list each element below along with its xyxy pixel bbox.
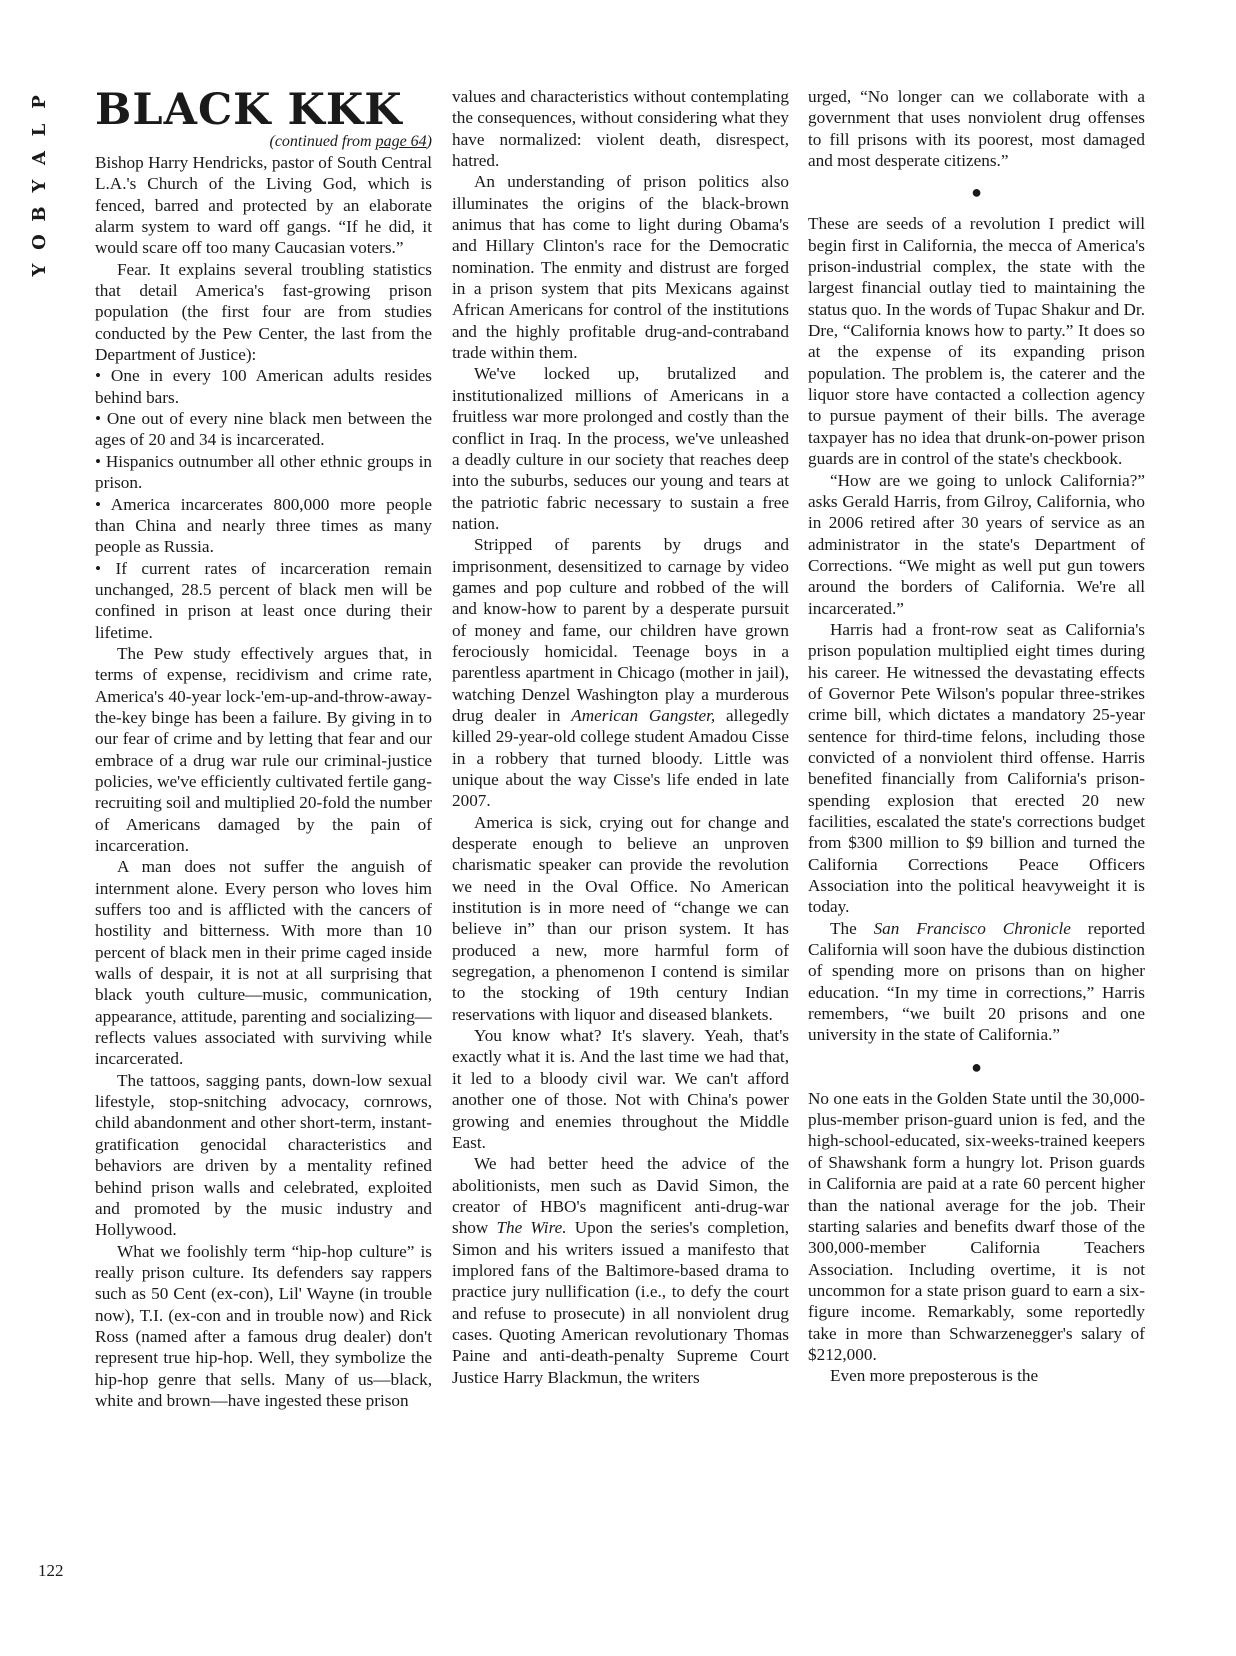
paragraph: These are seeds of a revolution I predict will begin first in California, the mecca of America's prison-industrial complex, the state with the largest financial outlay tied to maintaining the status quo. In the words of Tupac Shakur and Dr. Dre, “California knows how to party.” It does so at the expense of its expanding prison population. The problem is, the caterer and the liquor store have contacted a collection agency to pursue payment of their bills. The average taxpayer has no idea that drunk-on-power prison guards are in control of the state's checkbook. (808, 214, 1145, 469)
paragraph: An understanding of prison politics also illuminates the origins of the black-brown animus that has come to light during Obama's and Hillary Clinton's race for the Democratic nomination. The enmity and distrust are forged in a prison system that pits Mexicans against African Americans for control of the institutions and the highly profitable drug-and-contraband trade within them. (452, 172, 789, 363)
magazine-name-vertical (20, 88, 60, 284)
paragraph: The Pew study effectively argues that, in terms of expense, recidivism and crime rate, America's 40-year lock-'em-up-and-throw-away-the-key binge has been a failure. By giving in to our fear of crime and by letting that fear and our embrace of a drug war rule our criminal-justice policies, we've efficiently cultivated fertile gang-recruiting soil and multiplied 20-fold the number of Americans damaged by the pain of incarceration. (95, 643, 432, 855)
section-divider-bullet: ● (971, 1056, 982, 1077)
paragraph: America is sick, crying out for change and desperate enough to believe an unproven charismatic speaker can provide the revolution we need in the Oval Office. No American institution is in more need of “change we can believe in” than our prison system. It has produced a new, more harmful form of segregation, a phenomenon I contend is similar to the stocking of 19th century Indian reservations with liquor and diseased blankets. (452, 812, 789, 1024)
bullet-item: • One out of every nine black men between the ages of 20 and 34 is incarcerated. (95, 409, 432, 450)
magazine-letter: Y (29, 179, 50, 193)
paragraph: Stripped of parents by drugs and imprisonment, desensitized to carnage by video games and pop culture and robbed of the will and know-how to parent by a desperate pursuit of money and fame, our children have grown ferociously homicidal. Teenage boys in a parentless apartment in Chicago (mother in jail), watching Denzel Washington play a murderous drug dealer in American Gangster, allegedly killed 29-year-old college student Amadou Cisse in a robbery that turned bloody. Little was unique about the way Cisse's life ended in late 2007. (452, 535, 790, 811)
magazine-letter: P (29, 95, 50, 109)
magazine-letter: L (29, 123, 50, 137)
paragraph: The San Francisco Chronicle reported California will soon have the dubious distinction of spending more on prisons than on higher education. “In my time in corrections,” Harris remembers, “we built 20 prisons and one university in the state of California.” (808, 918, 1145, 1045)
paragraph: Fear. It explains several troubling statistics that detail America's fast-growing prison population (the first four are from studies conducted by the Pew Center, the last from the Department of Justice): (95, 259, 432, 365)
magazine-letter: A (29, 151, 50, 165)
show-title: The Wire. (496, 1218, 567, 1238)
bullet-item: • If current rates of incarceration remain unchanged, 28.5 percent of black men will be confined in prison at least once during their lifetime. (95, 558, 432, 642)
article-column-3 (808, 86, 1145, 1387)
newspaper-title: San Francisco Chronicle (873, 918, 1071, 938)
paragraph: Even more preposterous is the (830, 1366, 1039, 1386)
paragraph: “How are we going to unlock California?” asks Gerald Harris, from Gilroy, California, who in 2006 retired after 30 years of service as an administrator in the state's Department of Corrections. “We might as well put gun towers around the borders of California. We're all incarcerated.” (808, 470, 1145, 618)
film-title: American Gangster, (571, 705, 716, 725)
magazine-letter: O (29, 234, 50, 250)
magazine-letter: Y (29, 263, 50, 277)
continued-from-note: (continued from page 64) (269, 133, 432, 150)
paragraph: urged, “No longer can we collaborate with a government that uses nonviolent drug offenses to fill prisons with its poorest, most damaged and most desperate citizens.” (808, 87, 1145, 171)
paragraph: No one eats in the Golden State until the 30,000-plus-member prison-guard union is fed, and the high-school-educated, six-weeks-trained keepers of Shawshank form a hungry lot. Prison guards in California are paid at a rate 60 percent higher than the national average for the job. Their starting salaries and benefits dwarf those of the 300,000-member California Teachers Association. Including overtime, it is not uncommon for a state prison guard to earn a six-figure income. Remarkably, some reportedly take in more than Schwarzenegger's salary of $212,000. (808, 1088, 1145, 1364)
bullet-item: • One in every 100 American adults resides behind bars. (95, 366, 432, 407)
article-column-2 (452, 86, 789, 1388)
section-divider-bullet: ● (971, 182, 982, 203)
paragraph: We had better heed the advice of the abolitionists, men such as David Simon, the creator of HBO's magnificent anti-drug-war show The Wire. Upon the series's completion, Simon and his writers issued a manifesto that implored fans of the Baltimore-based drama to practice jury nullification (i.e., to defy the court and refuse to prosecute) in all nonviolent drug cases. Quoting American revolutionary Thomas Paine and anti-death-penalty Supreme Court Justice Harry Blackmun, the writers (452, 1154, 789, 1387)
paragraph: What we foolishly term “hip-hop culture” is really prison culture. Its defenders say rappers such as 50 Cent (ex-con), Lil' Wayne (in trouble now), T.I. (ex-con and in trouble now) and Rick Ross (named after a famous drug dealer) don't represent true hip-hop. Well, they symbolize the hip-hop genre that sells. Many of us—black, white and brown—have ingested these prison (95, 1241, 432, 1410)
paragraph: A man does not suffer the anguish of internment alone. Every person who loves him suffers too and is afflicted with the cancers of hostility and bitterness. With more than 10 percent of black men in their prime caged inside walls of despair, it is not at all surprising that black youth culture—music, communication, appearance, attitude, parenting and socializing—reflects values associated with surviving while incarcerated. (95, 857, 432, 1069)
article-headline: BLACK KKK (95, 85, 403, 135)
paragraph: You know what? It's slavery. Yeah, that's exactly what it is. And the last time we had that, it led to a bloody civil war. We can't afford another one of those. Not with China's power growing and enemies throughout the Middle East. (452, 1026, 789, 1152)
paragraph: values and characteristics without contemplating the consequences, without considering what they have normalized: violent death, disrespect, hatred. (452, 87, 789, 171)
article-column-1 (95, 86, 432, 1411)
paragraph: The tattoos, sagging pants, down-low sexual lifestyle, stop-snitching advocacy, cornrows, child abandonment and other short-term, instant-gratification genocidal characteristics and behaviors are driven by a mentality refined behind prison walls and celebrated, exploited and promoted by the music industry and Hollywood. (95, 1070, 432, 1240)
paragraph: Harris had a front-row seat as California's prison population multiplied eight times during his career. He witnessed the devastating effects of Governor Pete Wilson's popular three-strikes crime bill, which dictates a mandatory 25-year sentence for third-time felons, including those convicted of a nonviolent third offense. Harris benefited financially from California's prison-spending explosion that erected 20 new facilities, escalated the state's corrections budget from $300 million to $9 billion and turned the California Corrections Peace Officers Association into the political heavyweight it is today. (808, 619, 1145, 917)
magazine-letter: B (29, 206, 50, 222)
bullet-item: • Hispanics outnumber all other ethnic groups in prison. (95, 451, 432, 493)
continued-page-link[interactable]: page 64 (375, 133, 427, 150)
bullet-item: • America incarcerates 800,000 more people than China and nearly three times as many people as Russia. (95, 494, 432, 557)
paragraph: Bishop Harry Hendricks, pastor of South Central L.A.'s Church of the Living God, which is fenced, barred and protected by an elaborate alarm system to ward off gangs. “If he did, it would scare off too many Caucasian voters.” (95, 153, 432, 258)
paragraph: We've locked up, brutalized and institutionalized millions of Americans in a fruitless war more prolonged and costly than the conflict in Iraq. In the process, we've unleashed a deadly culture in our society that reaches deep into the suburbs, seduces our young and tears at the patriotic fabric necessary to sustain a free nation. (452, 364, 789, 533)
page-number: 122 (38, 1561, 64, 1580)
